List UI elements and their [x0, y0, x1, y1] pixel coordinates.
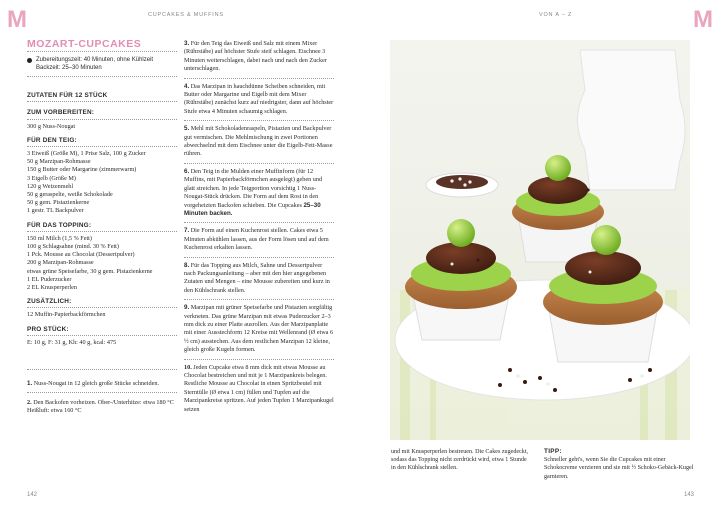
- step-number: 5.: [184, 125, 190, 133]
- section-heading: FÜR DEN TEIG:: [27, 137, 177, 147]
- ingredient-line: 300 g Nuss-Nougat: [27, 122, 76, 130]
- time-info: [27, 57, 177, 77]
- ingredient-line: 3 Eiweiß (Größe M), 1 Prise Salz, 100 g Zucker: [27, 150, 146, 158]
- step-number: 7.: [184, 227, 190, 235]
- step-text: Mehl mit Schokoladenraspeln, Pistazien und Backpulver gut vermischen. Die Mehlmischung in zwei Portionen abwechselnd mit dem Eischnee unter die Eigelb-Fett-Masse rühren.: [184, 125, 333, 158]
- section-heading: ZUM VORBEREITEN:: [27, 109, 177, 119]
- running-head-right: VON A – Z: [539, 12, 573, 18]
- ingredient-line: 50 g geraspelte, weiße Schokolade: [27, 191, 113, 199]
- step-number: 4.: [184, 82, 190, 90]
- ingredient-line: 150 g Butter oder Margarine (zimmerwarm): [27, 166, 137, 174]
- ingredients-column: [27, 40, 177, 416]
- tip-title: TIPP:: [544, 448, 562, 455]
- step-continuation: und mit Knusperperlen bestreuen. Die Cakes zugedeckt, sodass das Topping nicht zerdrückt wird, etwa 1 Stunde in den Kühlschrank stellen.: [391, 449, 529, 472]
- step-number: 8.: [184, 261, 190, 269]
- clock-bullet-icon: [27, 58, 32, 63]
- step-text: Den Backofen vorheizen. Ober-/Unterhitze: etwa 180 °C Heißluft: etwa 160 °C: [27, 399, 174, 415]
- step-3: [184, 40, 334, 79]
- step-4: [184, 83, 334, 122]
- ingredient-line: 1 gestr. TL Backpulver: [27, 207, 84, 215]
- step-number: 6.: [184, 167, 190, 175]
- step-text: Die Form auf einen Kuchenrost stellen. Cakes etwa 5 Minuten abkühlen lassen, aus der Form lösen und auf dem Kuchenrost erkalten lassen.: [184, 227, 329, 252]
- step-text: Für den Teig das Eiweiß und Salz mit einem Mixer (Rührstäbe) auf höchster Stufe steif schlagen. Eischnee 3 Minuten weiterschlagen, dabei nach und nach den Zucker unterschlagen.: [184, 40, 327, 73]
- step-10: [184, 364, 334, 414]
- step-9: [184, 304, 334, 359]
- ingredient-line: 12 Muffin-Papierbackförmchen: [27, 311, 106, 319]
- step-number: 2.: [27, 399, 32, 407]
- step-text: Marzipan mit grüner Speisefarbe und Pistazien sorgfältig verkneten. Das grüne Marzipan mit etwas Puderzucker 2–3 mm dick zu einer Platte ausrollen. Aus der Marzipanplatte mit einer Ausstechform 12 Kreise mit Wellenrand (Ø etwa 6 ½ cm) ausstechen. Aus dem restlichen Marzipan 12 kleine, gleich große Kugeln formen.: [184, 304, 334, 354]
- ingredient-line: 50 g Marzipan-Rohmasse: [27, 158, 91, 166]
- step-2: [27, 397, 177, 415]
- chapter-letter-left: M: [7, 6, 27, 33]
- page-number-right: 143: [684, 492, 695, 498]
- page-number-left: 142: [27, 492, 38, 498]
- section-heading: FÜR DAS TOPPING:: [27, 222, 177, 232]
- tip-box: [544, 448, 694, 481]
- ingredient-line: 1 Pck. Mousse au Chocolat (Dessertpulver): [27, 251, 135, 259]
- step-number: 9.: [184, 304, 190, 312]
- steps-column: [184, 40, 334, 414]
- section-heading: PRO STÜCK:: [27, 326, 177, 336]
- ingredient-line: etwas grüne Speisefarbe, 30 g gem. Pistazienkerne: [27, 267, 153, 275]
- ingredient-line: 150 ml Milch (1,5 % Fett): [27, 234, 92, 242]
- step-text: Den Teig in die Mulden einer Muffinform (für 12 Muffins, mit Papierbackförmchen ausgelegt) geben und glatt streichen. In jede Teigportion vorsichtig 1 Nuss-Nougat-Stück drücken. Die Form auf dem Rost in den vorgeheizten Backofen schieben. Die Cupcakes: [184, 167, 323, 209]
- step-7: [184, 227, 334, 257]
- step-number: 1.: [27, 380, 33, 388]
- divider: [27, 369, 177, 370]
- step-text: Jeden Cupcake etwa 8 mm dick mit etwas Mousse au Chocolat bestreichen und mit je 1 Marzipankreis belegen. Restliche Mousse au Chocolat in einen Spritzbeutel mit Sterntülle (Ø etwa 1 cm) füllen und Tupfen auf die Marzipankreise spritzen. Auf jeden Tupfen 1 Marzipankugel setzen: [184, 363, 334, 413]
- step-1: [27, 380, 177, 393]
- bake-time: Backzeit: 25–30 Minuten: [36, 64, 102, 71]
- recipe-title: MOZART-CUPCAKES: [27, 40, 177, 52]
- ingredient-line: 200 g Marzipan-Rohmasse: [27, 259, 94, 267]
- prep-time: Zubereitungszeit: 40 Minuten, ohne Kühlzeit: [36, 57, 154, 64]
- ingredient-line: 3 Eigelb (Größe M): [27, 174, 76, 182]
- section-heading: ZUSÄTZLICH:: [27, 298, 177, 308]
- step-text: Das Marzipan in hauchdünne Scheiben schneiden, mit Butter oder Margarine und Eigelb mit dem Mixer (Rührstäbe) zunächst kurz auf niedrigster, dann auf höchster Stufe etwa 4 Minuten schaumig schlagen.: [184, 82, 334, 115]
- step-6: [184, 168, 334, 223]
- tip-text: Schneller geht's, wenn Sie die Cupcakes mit einer Schokocreme verzieren und sie mit ½ Schoko-Gebäck-Kugel garnieren.: [544, 457, 694, 480]
- chapter-letter-right: M: [693, 6, 713, 33]
- step-number: 10.: [184, 363, 192, 371]
- cupcake-photo: [390, 40, 690, 440]
- ingredient-line: 2 EL Knusperperlen: [27, 284, 77, 292]
- ingredient-line: 120 g Weizenmehl: [27, 182, 74, 190]
- step-text: Nuss-Nougat in 12 gleich große Stücke schneiden.: [33, 380, 159, 388]
- ingredient-line: 100 g Schlagsahne (mind. 30 % Fett): [27, 243, 119, 251]
- ingredient-line: 1 EL Puderzucker: [27, 275, 72, 283]
- running-head-left: CUPCAKES & MUFFINS: [148, 12, 224, 18]
- ingredient-line: 50 g gem. Pistazienkerne: [27, 199, 90, 207]
- step-bold-text: 25–30 Minuten backen.: [184, 201, 321, 217]
- step-text: Für das Topping aus Milch, Sahne und Dessertpulver nach Packungsanleitung – aber mit den hier angegebenen Zutaten und Mengen – eine Mousse zubereiten und kurz in den Kühlschrank stellen.: [184, 261, 330, 294]
- step-8: [184, 262, 334, 301]
- servings-heading: ZUTATEN FÜR 12 STÜCK: [27, 92, 177, 102]
- nutrition-line: E: 10 g, F: 31 g, Kh: 40 g, kcal: 475: [27, 338, 117, 346]
- step-5: [184, 125, 334, 164]
- step-number: 3.: [184, 40, 190, 47]
